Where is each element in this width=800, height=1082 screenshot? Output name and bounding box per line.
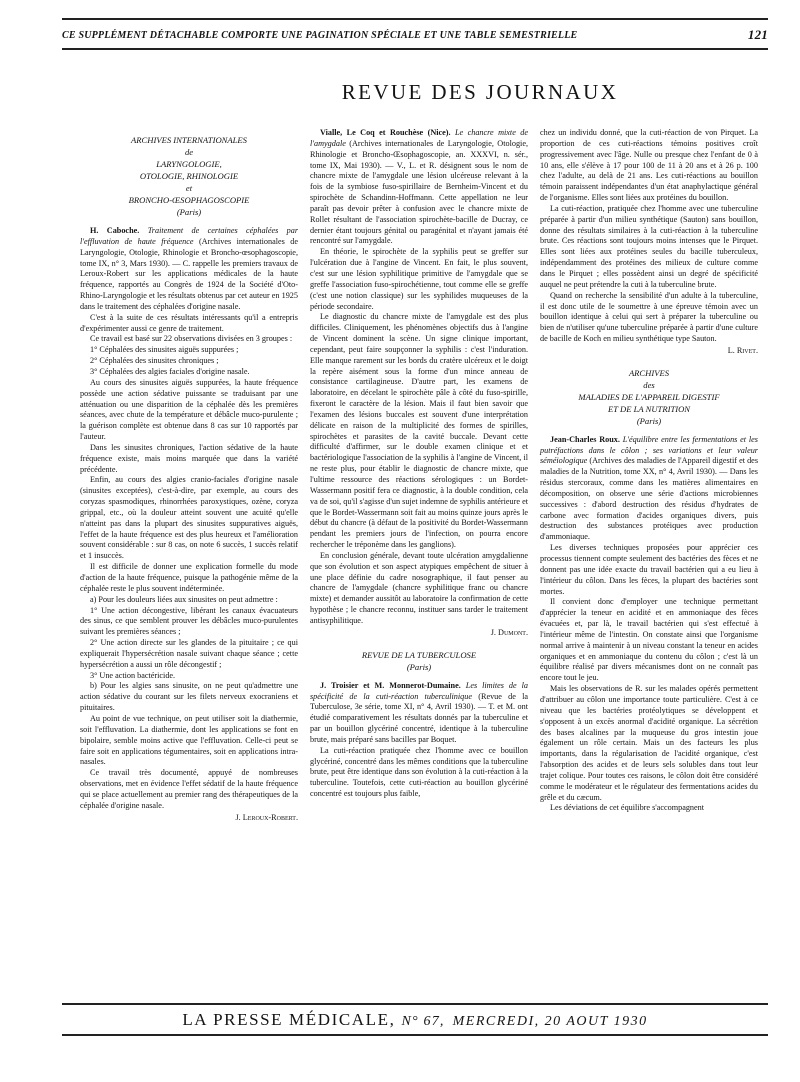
paragraph: Au cours des sinusites aiguës suppurées, la haute fréquence possède une action sédative puissante se traduisant par une atténuation ou une disparition de la céphalée dès les premières séances, avec chute de la température et débâcle muco-purulente ; la guérison complète est obtenue dans 8 cas sur 10 rapportés par l'auteur. [80,377,298,442]
article-title: Le chancre mixte de l'amygdale [310,128,528,148]
article-roux [540,435,758,543]
page-number: 121 [747,27,768,42]
section-heading-tuberculose: REVUE DE LA TUBERCULOSE (Paris) [361,649,477,672]
paragraph: Il est difficile de donner une explication formelle du mode d'action de la haute fréquence, puisque la pathogénie même de la céphalée reste le plus souvent indéterminée. [80,562,298,593]
article-troisier [310,681,528,746]
article-title: Traitement de certaines céphalées par l'effluvation de haute fréquence [80,226,299,246]
article-title: Les limites de la spécificité de la cuti-réaction tuberculinique [310,680,529,701]
paragraph: Mais les observations de R. sur les malades opérés permettent d'attribuer au côlon une importance toute particulière. C'est à ce niveau que les bactéries protéolytiques se développent et s'opposent à un excès anormal d'acidité organique. La sécrétion des bases alcalines par la muqueuse du gros intestin joue également un rôle certain. Mais un des facteurs les plus importants, dans la régularisation de l'acidité organique, c'est l'absorption des acides et de leurs sels solubles dans tout leur trajet colique. Pour toutes ces raisons, le côlon doit être considéré comme le modérateur et le régulateur des fermentations acides du grêle et du cæcum. [540,684,758,802]
page-title: REVUE DES JOURNAUX [341,80,619,104]
paragraph: Les déviations de cet équilibre s'accompagnent [550,803,705,813]
column-1 [80,128,298,823]
paragraph: a) Pour les douleurs liées aux sinusites on peut admettre : [90,594,278,604]
paragraph: La cuti-réaction, pratiquée chez l'homme avec une tuberculine préparée à partir d'un milieu synthétique (Sauton) sans bouillon, donne des résultats similaires à la cuti-réaction à la tuberculine brute. Ces réactions sont toujours moins intenses que le Pirquet. Elles sont liées aux protéines seules du bacille tuberculeux, indépendamment des protéines des milieux de culture comme dans le Pirquet ; elles possèdent ainsi un degré de spécificité auquel ne peut prétendre la cuti à la tuberculine brute. [540,203,758,289]
paragraph: Quand on recherche la sensibilité d'un adulte à la tuberculine, il est donc utile de le soumettre à une épreuve témoin avec un bouillon identique à celui qui sert à préparer la tuberculine ou bien de n'utiliser qu'une tuberculine préparée à partir d'une culture de bacille de Koch en milieu synthétique type Sauton. [540,290,758,344]
article-reference: (Revue de la Tuberculose, 3e série, tome XI, n° 4, Avril 1930). — T. et M. ont étudié comparativement les résultats donnés par la tuberculine et par un bouillon glycériné concentré, identique à la tuberculine brute, mais préparé sans bacilles par Boquet. [310,691,529,744]
signature: L. Rivet. [727,345,758,355]
article-title: L'équilibre entre les fermentations et les putréfactions dans le côlon ; ses variations et leur valeur séméiologique [540,434,758,466]
list-item: 3° Céphalées des algies faciales d'origine nasale. [90,366,250,376]
paragraph: Enfin, au cours des algies cranio-faciales d'origine nasale (sinusites exceptées), c'est-à-dire, par exemple, au cours des coryzas spasmodiques, rhinorrhées paroxystiques, ozène, coryza grippal, etc., où la douleur atteint souvent une acuité qu'elle n'atteint pas dans la plupart des sinusites suppuratives aiguës, l'effet de la haute fréquence est des plus heureux et l'amélioration souvent considérable : sur 8 cas, on note 6 succès, 1 succès relatif et 1 insuccès. [80,475,298,561]
paragraph: 3° Une action bactéricide. [90,670,176,680]
paragraph: 1° Une action décongestive, libérant les canaux évacuateurs des sinus, ce que semblent prouver les débâcles muco-purulentes suivant les premières séances ; [80,605,298,637]
list-item: 2° Céphalées des sinusites chroniques ; [90,356,219,366]
article-author: H. Caboche. [90,226,140,235]
signature: J. Leroux-Robert. [235,812,298,822]
paragraph: Ce travail très documenté, appuyé de nombreuses observations, met en évidence l'effet sédatif de la haute fréquence qui se place actuellement au premier rang des thérapeutiques de la céphalée d'origine nasale. [80,768,298,810]
column-3 [540,128,758,814]
issue-date: MERCREDI, 20 AOUT 1930 [452,1014,648,1029]
article-reference: (Archives internationales de Laryngologie, Otologie, Rhinologie et Broncho-œsophagoscopie, tome IX, n° 3, Mars 1930). — C. rappelle les premiers travaux de Leroux-Robert sur les applications médicales de la haute fréquence, rapportés au Congrès de 1924 de la Société d'Oto-Rhino-Laryngologie et les résultats obtenus par cet auteur en 1925 dans le traitement des céphalées d'origine nasale. [80,236,298,311]
paragraph: Le diagnostic du chancre mixte de l'amygdale est des plus difficiles. Cliniquement, les phénomènes objectifs dus à l'angine de Vincent dominent la scène. Un signe clinique important, cependant, peut faire soupçonner la syphilis : c'est l'induration. Elle manque rarement sur les bords du cratère ulcéreux et le doigt la repère aisément sous la forme d'un mince anneau de consistance cartilagineuse. D'autre part, les examens de laboratoire, en décelant le spirochète pâle à côté du fuso-spirille, fixeront le caractère de la lésion. Mais il faut bien savoir que l'examen des lésions buccales est souvent d'une interprétation délicate en raison de la multiplicité des formes de spirilles, spirochètes et parasites de la cavité buccale. Devant cette difficulté d'affirmer, sur le double examen clinique et et bactériologique l'association de la syphilis à l'angine de Vincent, il ne reste plus, pour établir le diagnostic de chancre mixte, que l'ultime ressource des réactions sérologiques : un Bordet-Wassermann positif fera ce diagnostic, à la double condition, cela va de soi, qu'il s'agisse d'un sujet indemne de syphilis antérieure et que le Bordet-Wassermann soit fait au moins quinze jours après le début du chancre (à défaut de la positivité du Bordet-Wassermann pendant les premiers jours de l'infection, on pourra encore rechercher le tréponème dans les ganglions). [310,312,528,550]
article-caboche [80,226,298,313]
section-heading-laryngologie: ARCHIVES INTERNATIONALES de LARYNGOLOGIE, OTOLOGIE, RHINOLOGIE et BRONCHO-ŒSOPHAGOSCOPIE (Paris) [128,135,250,217]
section-heading-appareil-digestif: ARCHIVES des MALADIES DE L'APPAREIL DIGESTIF ET DE LA NUTRITION (Paris) [578,367,720,426]
footer-rule-bottom [62,1034,768,1036]
signature: J. Dumont. [490,627,528,637]
article-author: Jean-Charles Roux. [550,434,620,444]
paragraph: Ce travail est basé sur 22 observations divisées en 3 groupes : [90,334,293,344]
article-author: Vialle, Le Coq et Rouchèse (Nice). [320,128,451,137]
supplement-notice-line [62,20,768,48]
paragraph: 2° Une action directe sur les glandes de la pituitaire ; ce qui expliquerait l'hypersécrétion nasale suivant chaque séance ; cette hypersécrétion a aussi un rôle décongestif ; [80,638,298,669]
column-2 [310,128,528,800]
paragraph: Il convient donc d'employer une technique permettant d'apprécier la teneur en acidité et en ammoniaque des fèces évacuées et, par là, le travail bactérien qui s'est effectué à l'intérieur même de l'intestin. On constate ainsi que l'organisme normal arrive à maintenir à un niveau constant la teneur en acides organiques et en ammoniaque du contenu du côlon ; c'est là un équilibre réalisé par divers mécanismes dont on ne connaît pas encore tout le jeu. [540,597,758,683]
paragraph: En théorie, le spirochète de la syphilis peut se greffer sur l'ulcération due à l'angine de Vincent. En fait, le plus souvent, c'est sur une lésion syphilitique primitive de l'amygdale que se greffe l'association fuso-spirochétienne, tout comme elle se greffe (c'est une notion classique) sur les syphilides muqueuses de la période secondaire. [310,247,528,311]
journal-name: LA PRESSE MÉDICALE, [182,1010,396,1029]
paragraph: La cuti-réaction pratiquée chez l'homme avec ce bouillon glycériné, concentré dans les mêmes conditions que la tuberculine brute, peut être identique dans son évolution à la cuti-réaction à la tuberculine. Toutefois, cette cuti-réaction au bouillon glycériné concentré est toujours plus faible, [310,745,528,799]
article-reference: (Archives internationales de Laryngologie, Otologie, Rhinologie et Broncho-Œsophagoscopie, an. XXXVI, n. sér., tome IX, Mai 1930). — V., L. et R. désignent sous le nom de chancre mixte de l'amygdale une lésion ulcéreuse relevant à la fois de la symbiose fuso-spirillaire de Bernheim-Vincent et du spirochète de Schandinn-Hoffmann. Cette appellation ne leur paraît pas devoir prêter à confusion avec le chancre mixte de Rollet résultant de l'association spirochète-bacille de Ducray, ce dernier étant toujours génital ou paragénital et n'ayant jamais été rencontré sur l'amygdale. [310,138,529,246]
list-item: 1° Céphalées des sinusites aiguës suppurées ; [90,345,239,355]
issue-number: N° 67, [401,1014,445,1029]
article-author: J. Troisier et M. Monnerot-Dumaine. [320,680,461,690]
top-rule-bottom [62,48,768,50]
paragraph: b) Pour les algies sans sinusite, on ne peut qu'admettre une action sédative du courant sur les filets nerveux exocraniens et pituitaires. [80,681,298,713]
paragraph: Les diverses techniques proposées pour apprécier ces processus tiennent compte seulement des bactéries des fèces et ne donnent pas une idée exacte du travail bactérien qui a eu lieu à l'intérieur du côlon. Dans les fèces, la plupart des bactéries sont mortes. [540,543,758,596]
paragraph: Dans les sinusites chroniques, l'action sédative de la haute fréquence existe, mais moins marquée que dans la variété précédente. [80,442,298,474]
paragraph: Au point de vue technique, on peut utiliser soit la diathermie, soit l'effluvation. La diathermie, dont les applications se font en bipolaire, semble moins active que l'effluvation. Celle-ci peut se faire soit en applications tégumentaires, soit en applications intra-nasales. [80,713,298,767]
article-vialle [310,128,528,247]
paragraph: chez un individu donné, que la cuti-réaction de von Pirquet. La proportion de ces cuti-réactions témoins positives croît progressivement avec l'âge. Nulle ou presque chez l'enfant de 0 à 10 ans, elle s'élève à 17 pour 100 de 11 à 20 ans et à 26 p. 100 chez l'adulte, au delà de 21 ans. Les cuti-réactions au bouillon témoin paraissent indépendantes d'un état anaphylactique général de l'organisme. Elles sont liées aux protéines du bouillon. [540,128,758,203]
supplement-notice: CE SUPPLÉMENT DÉTACHABLE COMPORTE UNE PAGINATION SPÉCIALE ET UNE TABLE SEMESTRIELLE [62,29,578,41]
footer-line [62,1005,768,1034]
paragraph: En conclusion générale, devant toute ulcération amygdalienne que son évolution et son aspect atypiques empêchent de situer à une place définie du cadre nosographique, il faut penser au chancre de l'amygdale (chancre syphilitique franc ou chancre mixte) et demander aussitôt au laboratoire la confirmation de cette hypothèse ; le chancre reconnu, instituer sans tarder le traitement antisyphilitique. [310,550,528,625]
top-banner [62,18,768,50]
paragraph: C'est à la suite de ces résultats intéressants qu'il a entrepris d'expérimenter aussi ce genre de traitement. [80,312,298,333]
article-reference: (Archives des maladies de l'Appareil digestif et des maladies de la Nutrition, tome XX, n° 4, Avril 1930). — Dans les résidus stercoraux, comme dans les matières alimentaires en décomposition, on observe une série d'actions microbiennes successives : d'abord destruction des résidus d'hydrates de carbone avec formation d'acides organiques divers, puis destruction des substances protéiques avec production d'ammoniaque. [540,456,759,542]
page-footer [62,1003,768,1036]
